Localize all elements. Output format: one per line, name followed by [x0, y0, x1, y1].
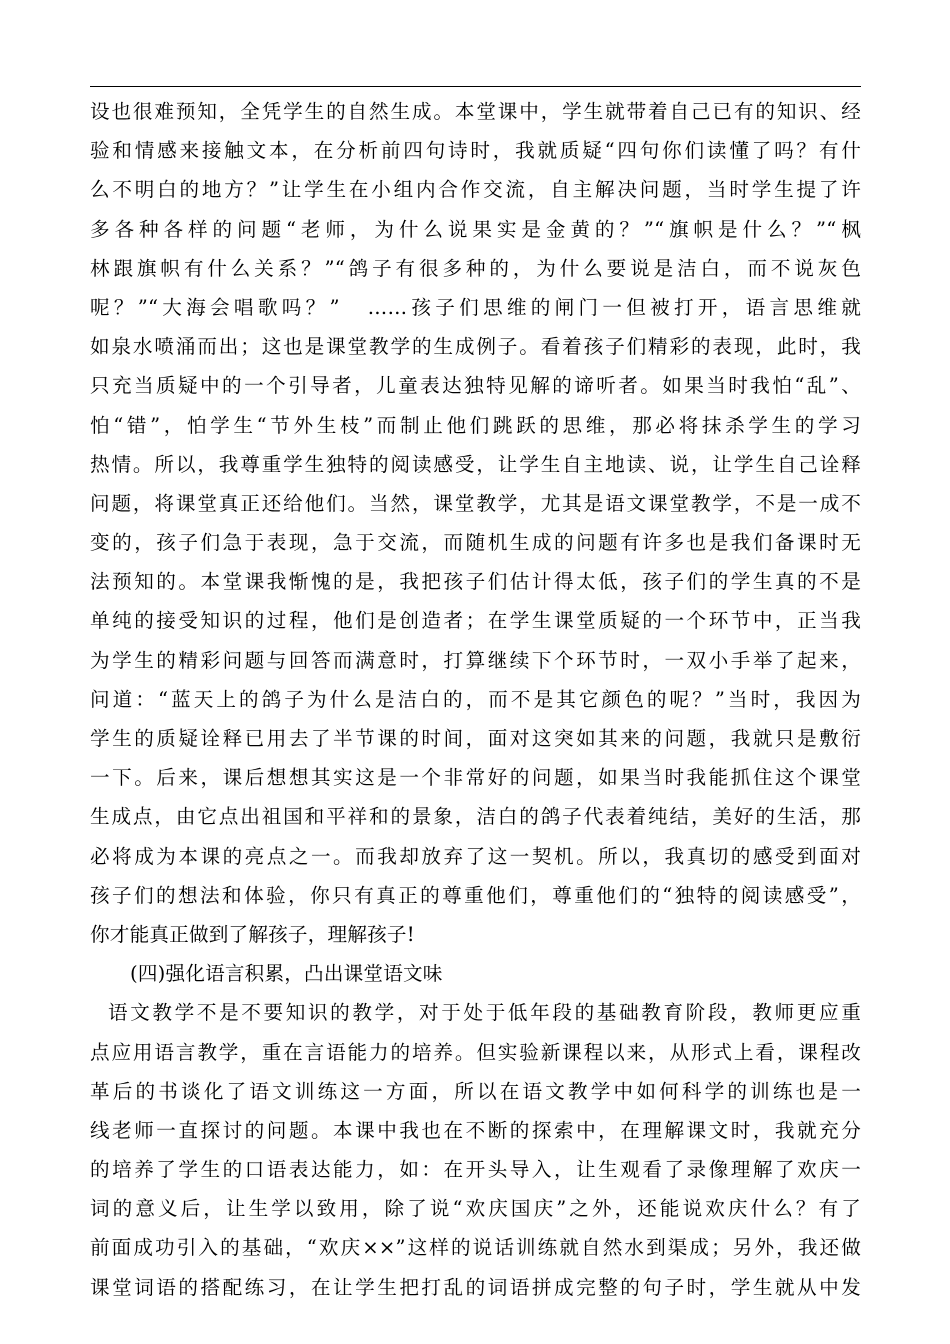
text-line: 热情。所以，我尊重学生独特的阅读感受，让学生自主地读、说，让学生自己诠释 — [90, 452, 861, 476]
text-line: 么不明白的地方？”让学生在小组内合作交流，自主解决问题，当时学生提了许 — [90, 178, 861, 202]
text-line: 一下。后来，课后想想其实这是一个非常好的问题，如果当时我能抓住这个课堂 — [90, 766, 861, 790]
text-line: 的培养了学生的口语表达能力，如：在开头导入，让生观看了录像理解了欢庆一 — [90, 1158, 861, 1182]
text-line: 验和情感来接触文本，在分析前四句诗时，我就质疑“四句你们读懂了吗？有什 — [90, 139, 861, 163]
section-heading: (四)强化语言积累，凸出课堂语文味 — [130, 962, 443, 986]
text-line: 呢？”“大海会唱歌吗？” ……孩子们思维的闸门一但被打开，语言思维就 — [90, 295, 861, 319]
text-line: 怕“错”，怕学生“节外生枝”而制止他们跳跃的思维，那必将抹杀学生的学习 — [90, 413, 861, 437]
text-line: 法预知的。本堂课我惭愧的是，我把孩子们估计得太低，孩子们的学生真的不是 — [90, 570, 861, 594]
text-line: 多各种各样的问题“老师，为什么说果实是金黄的？”“旗帜是什么？”“枫 — [90, 217, 861, 241]
text-line: 问道：“蓝天上的鸽子为什么是洁白的，而不是其它颜色的呢？”当时，我因为 — [90, 687, 861, 711]
text-line: 如泉水喷涌而出；这也是课堂教学的生成例子。看着孩子们精彩的表现，此时，我 — [90, 335, 861, 359]
text-line: 变的，孩子们急于表现，急于交流，而随机生成的问题有许多也是我们备课时无 — [90, 531, 861, 555]
text-line: 生成点，由它点出祖国和平祥和的景象，洁白的鸽子代表着纯结，美好的生活，那 — [90, 805, 861, 829]
text-line: 点应用语言教学，重在言语能力的培养。但实验新课程以来，从形式上看，课程改 — [90, 1040, 861, 1064]
text-line: 为学生的精彩问题与回答而满意时，打算继续下个环节时，一双小手举了起来， — [90, 648, 861, 672]
text-line: 林跟旗帜有什么关系？”“鸽子有很多种的，为什么要说是洁白，而不说灰色 — [90, 256, 861, 280]
text-line: 革后的书谈化了语文训练这一方面，所以在语文教学中如何科学的训练也是一 — [90, 1079, 861, 1103]
text-line: 只充当质疑中的一个引导者，儿童表达独特见解的谛听者。如果当时我怕“乱”、 — [90, 374, 861, 398]
text-line: 单纯的接受知识的过程，他们是创造者；在学生课堂质疑的一个环节中，正当我 — [90, 609, 861, 633]
text-line: 课堂词语的搭配练习，在让学生把打乱的词语拼成完整的句子时，学生就从中发 — [90, 1275, 861, 1299]
text-line: 学生的质疑诠释已用去了半节课的时间，面对这突如其来的问题，我就只是敷衍 — [90, 727, 861, 750]
text-line: 语文教学不是不要知识的教学，对于处于低年段的基础教育阶段，教师更应重 — [108, 1001, 861, 1025]
text-line: 孩子们的想法和体验，你只有真正的尊重他们，尊重他们的“独特的阅读感受”， — [90, 883, 861, 907]
document-body — [90, 92, 861, 1307]
text-line: 设也很难预知，全凭学生的自然生成。本堂课中，学生就带着自己已有的知识、经 — [90, 100, 861, 123]
text-line: 线老师一直探讨的问题。本课中我也在不断的探索中，在理解课文时，我就充分 — [90, 1118, 861, 1142]
text-line: 前面成功引入的基础，“欢庆××”这样的说话训练就自然水到渠成；另外，我还做 — [90, 1236, 861, 1260]
text-line: 你才能真正做到了解孩子，理解孩子! — [90, 922, 415, 946]
header-rule — [90, 86, 861, 87]
text-line: 必将成为本课的亮点之一。而我却放弃了这一契机。所以，我真切的感受到面对 — [90, 844, 861, 868]
text-line: 词的意义后，让生学以致用，除了说“欢庆国庆”之外，还能说欢庆什么？有了 — [90, 1197, 861, 1221]
text-line: 问题，将课堂真正还给他们。当然，课堂教学，尤其是语文课堂教学，不是一成不 — [90, 491, 861, 515]
